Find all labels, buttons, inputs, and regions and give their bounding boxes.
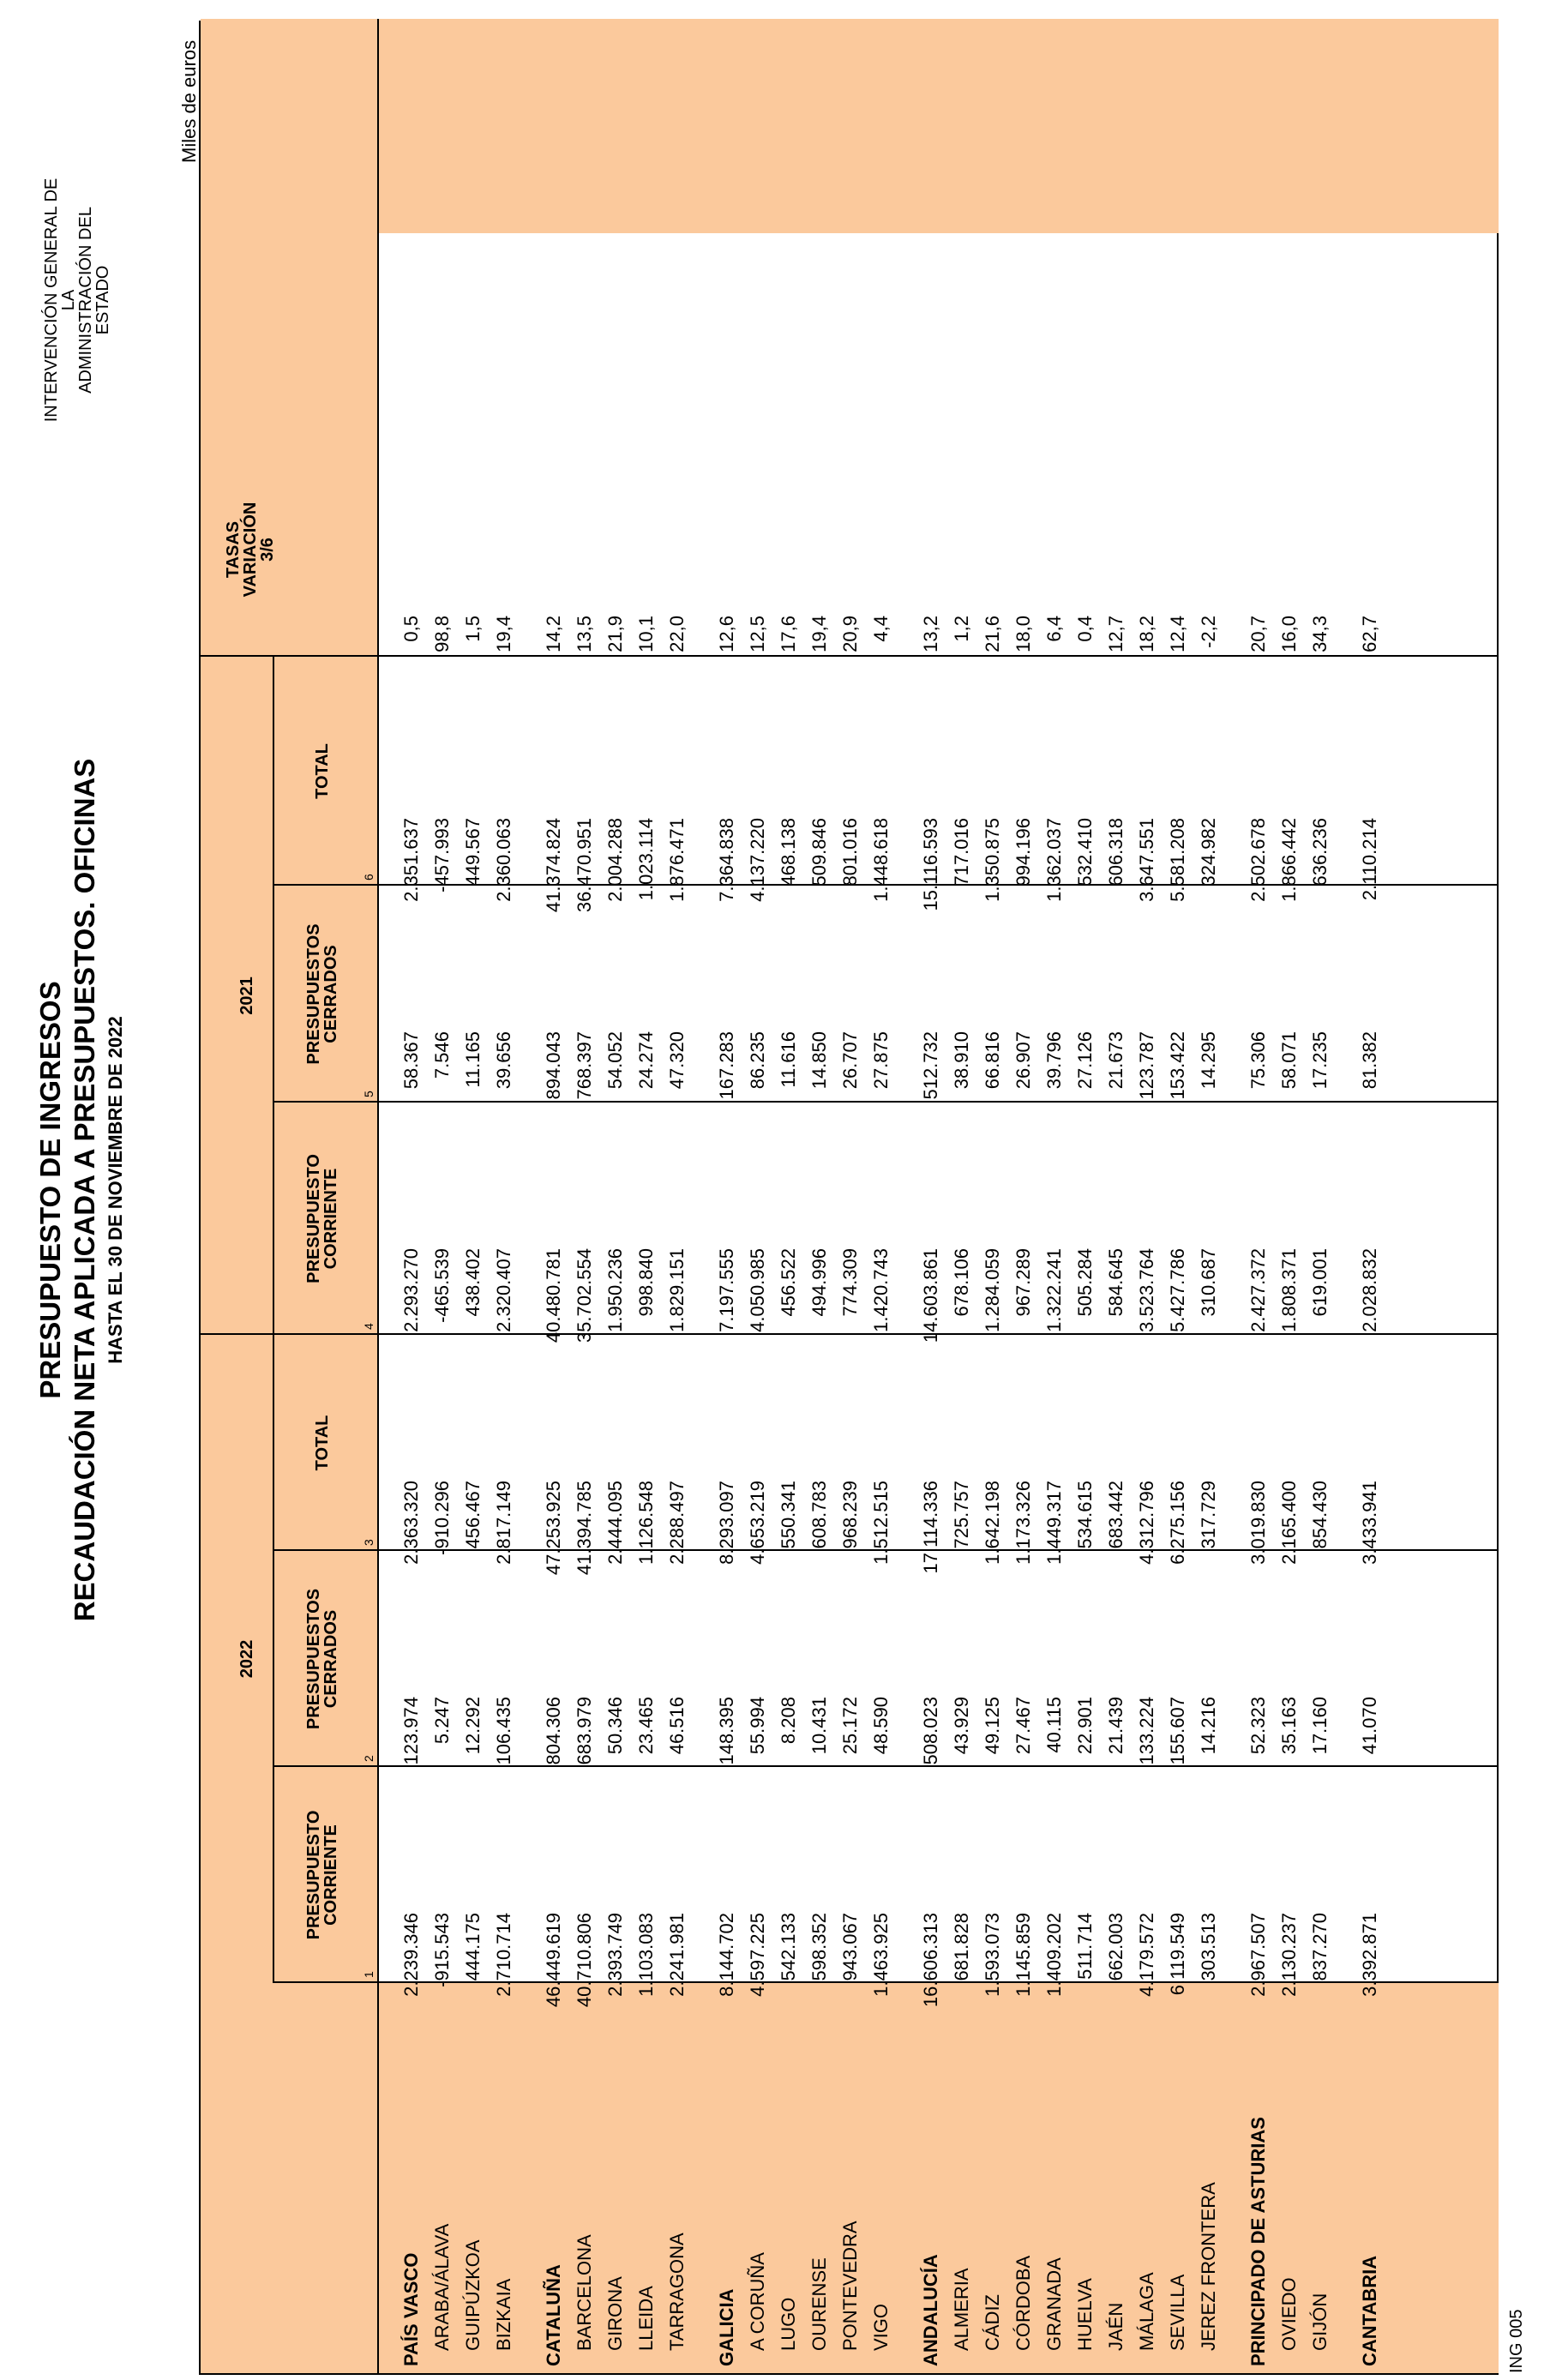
presupuesto-corriente-2022-cell: 2.393.749 (604, 1913, 626, 1997)
table-row (1099, 19, 1130, 2373)
presupuestos-cerrados-2021-cell: 75.306 (1247, 1031, 1269, 1090)
total-2022-cell: 2.165.400 (1278, 1481, 1300, 1565)
presupuesto-corriente-2021-cell: 310.687 (1198, 1248, 1219, 1317)
presupuesto-corriente-2022-cell: 598.352 (808, 1913, 830, 1981)
column-number: 4 (362, 1323, 375, 1330)
total-2022-cell: 3.019.830 (1247, 1481, 1269, 1565)
presupuesto-corriente-2021-cell: -465.539 (431, 1248, 453, 1323)
total-2022-cell: 683.442 (1105, 1481, 1126, 1549)
col-header-corriente-2021: PRESUPUESTO CORRIENTE (304, 1154, 340, 1283)
total-2021-cell: 1.362.037 (1043, 818, 1065, 902)
presupuestos-cerrados-2022-cell: 35.163 (1278, 1697, 1300, 1755)
presupuestos-cerrados-2021-cell: 153.422 (1167, 1031, 1188, 1100)
office-name: JAÉN (1105, 2302, 1126, 2351)
total-2022-cell: 550.341 (778, 1481, 799, 1549)
total-2021-cell: 1.866.442 (1278, 818, 1300, 902)
presupuestos-cerrados-2021-cell: 54.052 (604, 1031, 626, 1090)
office-name: BARCELONA (574, 2234, 595, 2351)
presupuestos-cerrados-2021-cell: 39.796 (1043, 1031, 1065, 1090)
tasa-variacion-cell: 98,8 (431, 616, 453, 652)
total-2022-cell: 1.642.198 (982, 1481, 1003, 1565)
presupuestos-cerrados-2021-cell: 24.274 (635, 1031, 657, 1090)
presupuestos-cerrados-2021-cell: 17.235 (1309, 1031, 1331, 1090)
presupuestos-cerrados-2021-cell: 768.397 (574, 1031, 595, 1100)
presupuesto-corriente-2022-cell: 4.179.572 (1136, 1913, 1157, 1997)
presupuesto-corriente-2022-cell: 16.606.313 (920, 1913, 941, 2008)
total-2022-cell: 41.394.785 (574, 1481, 595, 1576)
total-2021-cell: 2.004.288 (604, 818, 626, 902)
total-2022-cell: 456.467 (462, 1481, 484, 1549)
presupuesto-corriente-2022-cell: 4.597.225 (747, 1913, 768, 1997)
report-date: HASTA EL 30 DE NOVIEMBRE DE 2022 (105, 1016, 126, 1364)
presupuestos-cerrados-2021-cell: 894.043 (543, 1031, 564, 1100)
total-2021-cell: 3.647.551 (1136, 818, 1157, 902)
office-name: GIRONA (604, 2276, 626, 2351)
presupuesto-corriente-2021-cell: 619.001 (1309, 1248, 1331, 1317)
total-2022-cell: 2.288.497 (666, 1481, 688, 1565)
total-2022-cell: 17.114.336 (920, 1481, 941, 1574)
table-row (1192, 19, 1223, 2373)
presupuestos-cerrados-2022-cell: 50.346 (604, 1697, 626, 1755)
table-row (394, 19, 425, 2373)
presupuestos-cerrados-2021-cell: 26.907 (1012, 1031, 1034, 1090)
tasa-variacion-cell: 14,2 (543, 616, 564, 652)
total-2021-cell: 717.016 (951, 818, 972, 886)
office-name: OURENSE (808, 2257, 830, 2351)
total-2022-cell: 4.653.219 (747, 1481, 768, 1565)
tasa-variacion-cell: 19,4 (808, 616, 830, 652)
office-name: GUIPÚZKOA (462, 2239, 484, 2351)
presupuesto-corriente-2021-cell: 678.106 (951, 1248, 972, 1317)
col-header-corriente-2022: PRESUPUESTO CORRIENTE (304, 1810, 340, 1940)
total-2021-cell: 7.364.838 (716, 818, 737, 902)
table-row (772, 19, 802, 2373)
total-2021-cell: 801.016 (839, 818, 861, 886)
table-row (1037, 19, 1068, 2373)
org-line-2: ADMINISTRACIÓN DEL ESTADO (76, 207, 112, 394)
office-name: PONTEVEDRA (839, 2221, 861, 2351)
presupuestos-cerrados-2021-cell: 11.616 (778, 1031, 799, 1088)
tasa-variacion-cell: 12,5 (747, 616, 768, 652)
total-2022-cell: 2.363.320 (400, 1481, 422, 1565)
presupuesto-corriente-2022-cell: 1.463.925 (870, 1913, 892, 1997)
presupuesto-corriente-2021-cell: 774.309 (839, 1248, 861, 1317)
presupuesto-corriente-2021-cell: 1.950.236 (604, 1248, 626, 1332)
total-2022-cell: 1.126.548 (635, 1481, 657, 1565)
presupuestos-cerrados-2022-cell: 49.125 (982, 1697, 1003, 1755)
tasa-variacion-cell: 13,2 (920, 616, 941, 652)
presupuesto-corriente-2021-cell: 40.480.781 (543, 1248, 564, 1343)
total-2022-cell: 1.512.515 (870, 1481, 892, 1565)
presupuestos-cerrados-2022-cell: 23.465 (635, 1697, 657, 1755)
presupuestos-cerrados-2021-cell: 14.850 (808, 1031, 830, 1090)
presupuestos-cerrados-2021-cell: 21.673 (1105, 1031, 1126, 1090)
total-2022-cell: 317.729 (1198, 1481, 1219, 1549)
presupuestos-cerrados-2022-cell: 46.516 (666, 1697, 688, 1755)
report-title: PRESUPUESTO DE INGRESOS (34, 981, 66, 1399)
presupuestos-cerrados-2022-cell: 22.901 (1074, 1697, 1096, 1755)
table-row (568, 19, 598, 2373)
presupuesto-corriente-2022-cell: 1.145.859 (1012, 1913, 1034, 1997)
presupuestos-cerrados-2022-cell: 55.994 (747, 1697, 768, 1755)
table-row (864, 19, 895, 2373)
column-number: 3 (362, 1539, 375, 1546)
office-name: SEVILLA (1167, 2274, 1188, 2351)
table-row (537, 19, 568, 2373)
office-name: HUELVA (1074, 2278, 1096, 2351)
tasa-variacion-cell: 62,7 (1359, 616, 1380, 652)
office-name: LUGO (778, 2297, 799, 2351)
tasa-variacion-cell: 34,3 (1309, 616, 1331, 652)
total-2021-cell: 532.410 (1074, 818, 1096, 886)
presupuestos-cerrados-2022-cell: 123.974 (400, 1697, 422, 1765)
presupuesto-corriente-2021-cell: 2.320.407 (493, 1248, 514, 1332)
office-name: TARRAGONA (666, 2233, 688, 2351)
total-2022-cell: 725.757 (951, 1481, 972, 1549)
presupuestos-cerrados-2022-cell: 155.607 (1167, 1697, 1188, 1765)
total-2022-cell: 534.615 (1074, 1481, 1096, 1549)
presupuestos-cerrados-2021-cell: 123.787 (1136, 1031, 1157, 1100)
presupuestos-cerrados-2022-cell: 14.216 (1198, 1697, 1219, 1755)
presupuesto-corriente-2021-cell: 2.427.372 (1247, 1248, 1269, 1332)
presupuesto-corriente-2022-cell: 2.710.714 (493, 1913, 514, 1997)
presupuesto-corriente-2021-cell: 2.293.270 (400, 1248, 422, 1332)
total-2022-cell: 2.444.095 (604, 1481, 626, 1565)
presupuestos-cerrados-2021-cell: 11.165 (462, 1031, 484, 1088)
col-header-total-2021: TOTAL (313, 743, 332, 799)
presupuesto-corriente-2022-cell: 2.239.346 (400, 1913, 422, 1997)
total-2022-cell: -910.296 (431, 1481, 453, 1555)
table-row (598, 19, 629, 2373)
office-name: ARABA/ÁLAVA (431, 2223, 453, 2351)
presupuesto-corriente-2022-cell: 3.392.871 (1359, 1913, 1380, 1997)
office-name: LLEIDA (635, 2286, 657, 2351)
table-body (201, 19, 1499, 2373)
report-subtitle: RECAUDACIÓN NETA APLICADA A PRESUPUESTOS. OFICINAS (69, 758, 100, 1622)
presupuestos-cerrados-2022-cell: 17.160 (1309, 1697, 1331, 1755)
column-number: 5 (362, 1091, 375, 1097)
tasa-variacion-cell: 21,9 (604, 616, 626, 652)
office-name: ALMERIA (951, 2268, 972, 2351)
table-row (833, 19, 864, 2373)
total-2022-cell: 1.173.326 (1012, 1481, 1034, 1565)
total-2021-cell: 2.360.063 (493, 818, 514, 902)
table-row (741, 19, 772, 2373)
table-row (945, 19, 976, 2373)
presupuesto-corriente-2021-cell: 2.028.832 (1359, 1248, 1380, 1332)
presupuesto-corriente-2022-cell: 1.409.202 (1043, 1913, 1065, 1997)
region-name: PRINCIPADO DE ASTURIAS (1247, 2117, 1269, 2366)
table-row (914, 19, 945, 2373)
presupuesto-corriente-2021-cell: 1.420.743 (870, 1248, 892, 1332)
tasa-variacion-cell: 20,7 (1247, 616, 1269, 652)
presupuesto-corriente-2022-cell: 1.103.083 (635, 1913, 657, 1997)
office-name: CÓRDOBA (1012, 2255, 1034, 2351)
total-2021-cell: 1.448.618 (870, 818, 892, 902)
total-2021-cell: 5.581.208 (1167, 818, 1188, 902)
presupuesto-corriente-2022-cell: 542.133 (778, 1913, 799, 1981)
table-row (487, 19, 518, 2373)
office-name: OVIEDO (1278, 2277, 1300, 2351)
tasa-variacion-cell: 21,6 (982, 616, 1003, 652)
presupuesto-corriente-2021-cell: 1.284.059 (982, 1248, 1003, 1332)
document-code: ING 005 (1507, 2309, 1526, 2373)
tasa-variacion-cell: 17,6 (778, 616, 799, 652)
total-2022-cell: 3.433.941 (1359, 1481, 1380, 1565)
presupuestos-cerrados-2021-cell: 58.071 (1278, 1031, 1300, 1090)
presupuestos-cerrados-2021-cell: 66.816 (982, 1031, 1003, 1090)
presupuestos-cerrados-2021-cell: 58.367 (400, 1031, 422, 1090)
presupuestos-cerrados-2022-cell: 21.439 (1105, 1697, 1126, 1755)
presupuesto-corriente-2021-cell: 1.808.371 (1278, 1248, 1300, 1332)
table-row (425, 19, 456, 2373)
presupuesto-corriente-2021-cell: 1.829.151 (666, 1248, 688, 1332)
total-2021-cell: 1.023.114 (635, 818, 657, 901)
total-2021-cell: 2.351.637 (400, 818, 422, 902)
region-name: CANTABRIA (1359, 2255, 1380, 2366)
region-name: CATALUÑA (543, 2264, 564, 2366)
presupuestos-cerrados-2021-cell: 47.320 (666, 1031, 688, 1090)
total-2021-cell: 2.110.214 (1359, 818, 1380, 901)
presupuestos-cerrados-2022-cell: 52.323 (1247, 1697, 1269, 1755)
tasa-variacion-cell: 6,4 (1043, 616, 1065, 642)
tasa-variacion-cell: 1,2 (951, 616, 972, 642)
presupuesto-corriente-2022-cell: 662.003 (1105, 1913, 1126, 1981)
office-name: MÁLAGA (1136, 2272, 1157, 2351)
tasa-variacion-cell: 10,1 (635, 616, 657, 652)
presupuesto-corriente-2021-cell: 3.523.764 (1136, 1248, 1157, 1332)
presupuesto-corriente-2022-cell: 511.714 (1074, 1913, 1096, 1980)
presupuestos-cerrados-2022-cell: 27.467 (1012, 1697, 1034, 1755)
presupuesto-corriente-2021-cell: 35.702.554 (574, 1248, 595, 1343)
presupuestos-cerrados-2022-cell: 8.208 (778, 1697, 799, 1745)
total-2021-cell: 324.982 (1198, 818, 1219, 886)
tasa-variacion-cell: 16,0 (1278, 616, 1300, 652)
presupuestos-cerrados-2022-cell: 12.292 (462, 1697, 484, 1755)
tasa-variacion-cell: 1,5 (462, 616, 484, 642)
table-row (1353, 19, 1384, 2373)
table-row (1161, 19, 1192, 2373)
year-2022-header: 2022 (237, 1639, 256, 1679)
column-number: 1 (362, 1971, 375, 1978)
presupuestos-cerrados-2021-cell: 167.283 (716, 1031, 737, 1100)
tasa-variacion-cell: 4,4 (870, 616, 892, 642)
presupuestos-cerrados-2021-cell: 27.126 (1074, 1031, 1096, 1090)
table-row (1272, 19, 1303, 2373)
total-2021-cell: 1.876.471 (666, 818, 688, 902)
tasa-variacion-cell: 18,2 (1136, 616, 1157, 652)
tasa-variacion-cell: 12,4 (1167, 616, 1188, 652)
tasa-variacion-cell: 12,7 (1105, 616, 1126, 652)
presupuesto-corriente-2021-cell: 438.402 (462, 1248, 484, 1317)
presupuesto-corriente-2021-cell: 7.197.555 (716, 1248, 737, 1332)
total-2021-cell: 994.196 (1012, 818, 1034, 886)
office-name: VIGO (870, 2303, 892, 2351)
presupuestos-cerrados-2022-cell: 148.395 (716, 1697, 737, 1765)
tasa-variacion-cell: 13,5 (574, 616, 595, 652)
presupuesto-corriente-2021-cell: 584.645 (1105, 1248, 1126, 1317)
presupuesto-corriente-2022-cell: -915.543 (431, 1913, 453, 1987)
table-row (1303, 19, 1334, 2373)
presupuesto-corriente-2022-cell: 2.967.507 (1247, 1913, 1269, 1997)
table-row (660, 19, 691, 2373)
total-2022-cell: 47.253.925 (543, 1481, 564, 1576)
total-2021-cell: 509.846 (808, 818, 830, 886)
office-name: GIJÓN (1309, 2293, 1331, 2351)
total-2021-cell: 636.236 (1309, 818, 1331, 886)
issuing-organization (43, 171, 111, 429)
presupuesto-corriente-2021-cell: 14.603.861 (920, 1248, 941, 1343)
presupuestos-cerrados-2021-cell: 27.875 (870, 1031, 892, 1090)
presupuestos-cerrados-2021-cell: 81.382 (1359, 1031, 1380, 1090)
presupuestos-cerrados-2021-cell: 38.910 (951, 1031, 972, 1090)
table-row (710, 19, 741, 2373)
total-2022-cell: 2.817.149 (493, 1481, 514, 1565)
presupuesto-corriente-2022-cell: 2.241.981 (666, 1913, 688, 1997)
office-name: BIZKAIA (493, 2278, 514, 2351)
presupuesto-corriente-2022-cell: 681.828 (951, 1913, 972, 1981)
table-row (976, 19, 1006, 2373)
total-2021-cell: 41.374.824 (543, 818, 564, 913)
org-line-1: INTERVENCIÓN GENERAL DE LA (42, 177, 78, 423)
total-2021-cell: 15.116.593 (920, 818, 941, 911)
presupuestos-cerrados-2022-cell: 106.435 (493, 1697, 514, 1765)
revenue-table (199, 21, 1499, 2375)
office-name: GRANADA (1043, 2257, 1065, 2351)
col-header-total-2022: TOTAL (313, 1415, 332, 1471)
total-2021-cell: 4.137.220 (747, 818, 768, 902)
presupuesto-corriente-2022-cell: 837.270 (1309, 1913, 1331, 1981)
tasa-variacion-cell: 12,6 (716, 616, 737, 652)
presupuestos-cerrados-2022-cell: 25.172 (839, 1697, 861, 1755)
presupuesto-corriente-2021-cell: 5.427.786 (1167, 1248, 1188, 1332)
tasa-variacion-cell: 18,0 (1012, 616, 1034, 652)
presupuestos-cerrados-2022-cell: 40.115 (1043, 1697, 1065, 1753)
presupuesto-corriente-2022-cell: 2.130.237 (1278, 1913, 1300, 1997)
presupuesto-corriente-2021-cell: 967.289 (1012, 1248, 1034, 1317)
year-2021-header: 2021 (237, 977, 256, 1015)
tasa-variacion-cell: 22,0 (666, 616, 688, 652)
presupuesto-corriente-2022-cell: 40.710.806 (574, 1913, 595, 2008)
total-2022-cell: 968.239 (839, 1481, 861, 1549)
table-row (1241, 19, 1272, 2373)
column-number: 2 (362, 1755, 375, 1762)
table-row (1130, 19, 1161, 2373)
total-2021-cell: 1.350.875 (982, 818, 1003, 902)
presupuesto-corriente-2021-cell: 4.050.985 (747, 1248, 768, 1332)
column-number: 6 (362, 874, 375, 880)
col-header-tasas: TASAS VARIACIÓN 3/6 (224, 502, 277, 598)
table-row (629, 19, 660, 2373)
total-2022-cell: 1.449.317 (1043, 1481, 1065, 1565)
presupuesto-corriente-2021-cell: 456.522 (778, 1248, 799, 1317)
region-name: ANDALUCÍA (920, 2254, 941, 2366)
tasa-variacion-cell: 20,9 (839, 616, 861, 652)
presupuesto-corriente-2022-cell: 6.119.549 (1167, 1913, 1188, 1996)
office-name: A CORUÑA (747, 2252, 768, 2351)
tasa-variacion-cell: 0,4 (1074, 616, 1096, 642)
presupuestos-cerrados-2022-cell: 5.247 (431, 1697, 453, 1745)
presupuesto-corriente-2022-cell: 444.175 (462, 1913, 484, 1981)
total-2021-cell: 606.318 (1105, 818, 1126, 886)
presupuesto-corriente-2021-cell: 505.284 (1074, 1248, 1096, 1317)
total-2021-cell: -457.993 (431, 818, 453, 892)
table-row (1068, 19, 1099, 2373)
region-name: PAÍS VASCO (400, 2252, 422, 2366)
presupuestos-cerrados-2021-cell: 14.295 (1198, 1031, 1219, 1090)
presupuesto-corriente-2022-cell: 1.593.073 (982, 1913, 1003, 1997)
col-header-cerrados-2022: PRESUPUESTOS CERRADOS (304, 1588, 340, 1730)
total-2021-cell: 36.470.951 (574, 818, 595, 913)
total-2022-cell: 4.312.796 (1136, 1481, 1157, 1565)
presupuesto-corriente-2022-cell: 8.144.702 (716, 1913, 737, 1997)
presupuestos-cerrados-2021-cell: 512.732 (920, 1031, 941, 1100)
table-row (1006, 19, 1037, 2373)
presupuesto-corriente-2022-cell: 303.513 (1198, 1913, 1219, 1981)
presupuestos-cerrados-2021-cell: 26.707 (839, 1031, 861, 1090)
presupuestos-cerrados-2022-cell: 43.929 (951, 1697, 972, 1755)
presupuesto-corriente-2021-cell: 494.996 (808, 1248, 830, 1317)
office-name: CÁDIZ (982, 2294, 1003, 2351)
presupuestos-cerrados-2022-cell: 41.070 (1359, 1697, 1380, 1755)
presupuestos-cerrados-2022-cell: 508.023 (920, 1697, 941, 1765)
presupuesto-corriente-2022-cell: 46.449.619 (543, 1913, 564, 2008)
units-label: Miles de euros (178, 39, 200, 163)
presupuestos-cerrados-2021-cell: 39.656 (493, 1031, 514, 1090)
tasa-variacion-cell: 0,5 (400, 616, 422, 642)
table-row (802, 19, 833, 2373)
presupuestos-cerrados-2022-cell: 48.590 (870, 1697, 892, 1755)
total-2022-cell: 854.430 (1309, 1481, 1331, 1549)
total-2021-cell: 449.567 (462, 818, 484, 886)
office-name: JEREZ FRONTERA (1198, 2182, 1219, 2351)
presupuestos-cerrados-2022-cell: 10.431 (808, 1697, 830, 1755)
total-2022-cell: 608.783 (808, 1481, 830, 1549)
presupuesto-corriente-2021-cell: 998.840 (635, 1248, 657, 1317)
total-2022-cell: 8.293.097 (716, 1481, 737, 1565)
presupuestos-cerrados-2022-cell: 804.306 (543, 1697, 564, 1765)
tasa-variacion-cell: -2,2 (1198, 616, 1219, 648)
region-name: GALICIA (716, 2288, 737, 2366)
tasa-variacion-cell: 19,4 (493, 616, 514, 652)
presupuestos-cerrados-2021-cell: 7.546 (431, 1031, 453, 1079)
table-row (456, 19, 487, 2373)
presupuesto-corriente-2022-cell: 943.067 (839, 1913, 861, 1981)
presupuestos-cerrados-2021-cell: 86.235 (747, 1031, 768, 1090)
presupuestos-cerrados-2022-cell: 683.979 (574, 1697, 595, 1765)
total-2021-cell: 2.502.678 (1247, 818, 1269, 902)
total-2022-cell: 6.275.156 (1167, 1481, 1188, 1565)
total-2021-cell: 468.138 (778, 818, 799, 886)
presupuesto-corriente-2021-cell: 1.322.241 (1043, 1248, 1065, 1332)
presupuestos-cerrados-2022-cell: 133.224 (1136, 1697, 1157, 1765)
col-header-cerrados-2021: PRESUPUESTOS CERRADOS (304, 923, 340, 1065)
